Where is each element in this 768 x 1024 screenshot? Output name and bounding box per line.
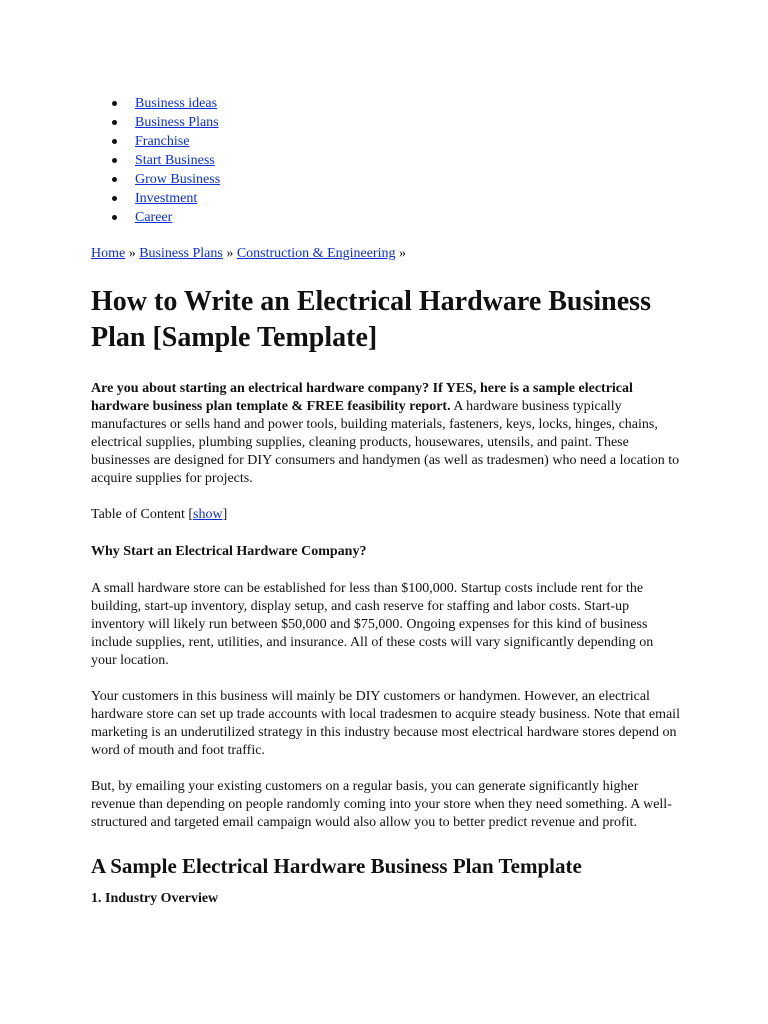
intro-paragraph [91,380,680,488]
nav-item-business-ideas [91,94,680,113]
toc-show-link[interactable]: show [193,507,223,522]
breadcrumb-construction-link[interactable]: Construction & Engineering [236,246,396,261]
nav-item-investment [91,189,680,208]
toc-label: Table of Content [ [91,507,194,522]
page-title: How to Write an Electrical Hardware Business Plan [Sample Template] [91,286,651,353]
breadcrumb-separator: » [399,246,406,261]
industry-overview-heading: 1. Industry Overview [91,891,219,906]
bullet-icon [112,120,117,125]
breadcrumb-business-plans-link[interactable]: Business Plans [139,246,223,261]
nav-item-career [91,208,680,227]
bullet-icon [112,158,117,163]
nav-link-franchise[interactable]: Franchise [135,134,190,149]
breadcrumb-separator: » [128,246,136,261]
nav-link-grow-business[interactable]: Grow Business [135,172,221,187]
nav-item-start-business [91,151,680,170]
nav-item-franchise [91,132,680,151]
startup-costs-paragraph: A small hardware store can be established for less than $100,000. Startup costs include rent for the building, start-up inventory, display setup, and cash reserve for staffing and labor costs. Start-up inventory will likely run between $50,000 and $75,000. Ongoing expenses for this kind of business include supplies, rent, utilities, and insurance. All of these costs will vary significantly depending on your location. [91,581,654,668]
intro-body-text: A hardware business typically manufactures or sells hand and power tools, building materials, fasteners, keys, locks, hinges, chains, electrical supplies, plumbing supplies, cleaning products, housewares, utensils, and paint. These businesses are designed for DIY consumers and handymen (as well as tradesmen) who need a location to acquire supplies for projects. [91,399,680,486]
bullet-icon [112,101,117,106]
bullet-icon [112,215,117,220]
nav-link-business-ideas[interactable]: Business ideas [135,96,218,111]
nav-item-business-plans [91,113,680,132]
bullet-icon [112,196,117,201]
nav-link-investment[interactable]: Investment [135,191,198,206]
intro-bold-text: Are you about starting an electrical hardware company? If YES, here is a sample electrical hardware business plan template & FREE feasibility report. [91,381,633,414]
breadcrumb-separator: » [226,246,234,261]
bullet-icon [112,177,117,182]
why-start-heading: Why Start an Electrical Hardware Company? [91,544,367,559]
breadcrumb [91,244,680,263]
nav-link-start-business[interactable]: Start Business [135,153,215,168]
top-nav-list [91,0,680,227]
customers-paragraph: Your customers in this business will mainly be DIY customers or handymen. However, an electrical hardware store can set up trade accounts with local tradesmen to acquire steady business. Note that email marketing is an underutilized strategy in this industry because most electrical hardware stores depend on word of mouth and foot traffic. [91,689,680,758]
nav-item-grow-business [91,170,680,189]
email-paragraph: But, by emailing your existing customers on a regular basis, you can generate significantly higher revenue than depending on people randomly coming into your store when they need something. A well-structured and targeted email campaign would also allow you to better predict revenue and profit. [91,779,672,830]
template-section-heading: A Sample Electrical Hardware Business Plan Template [91,854,582,878]
nav-link-career[interactable]: Career [135,210,173,225]
nav-link-business-plans[interactable]: Business Plans [135,115,219,130]
bullet-icon [112,139,117,144]
toc-close-bracket: ] [222,507,228,522]
table-of-content [91,506,680,524]
breadcrumb-home-link[interactable]: Home [91,246,126,261]
